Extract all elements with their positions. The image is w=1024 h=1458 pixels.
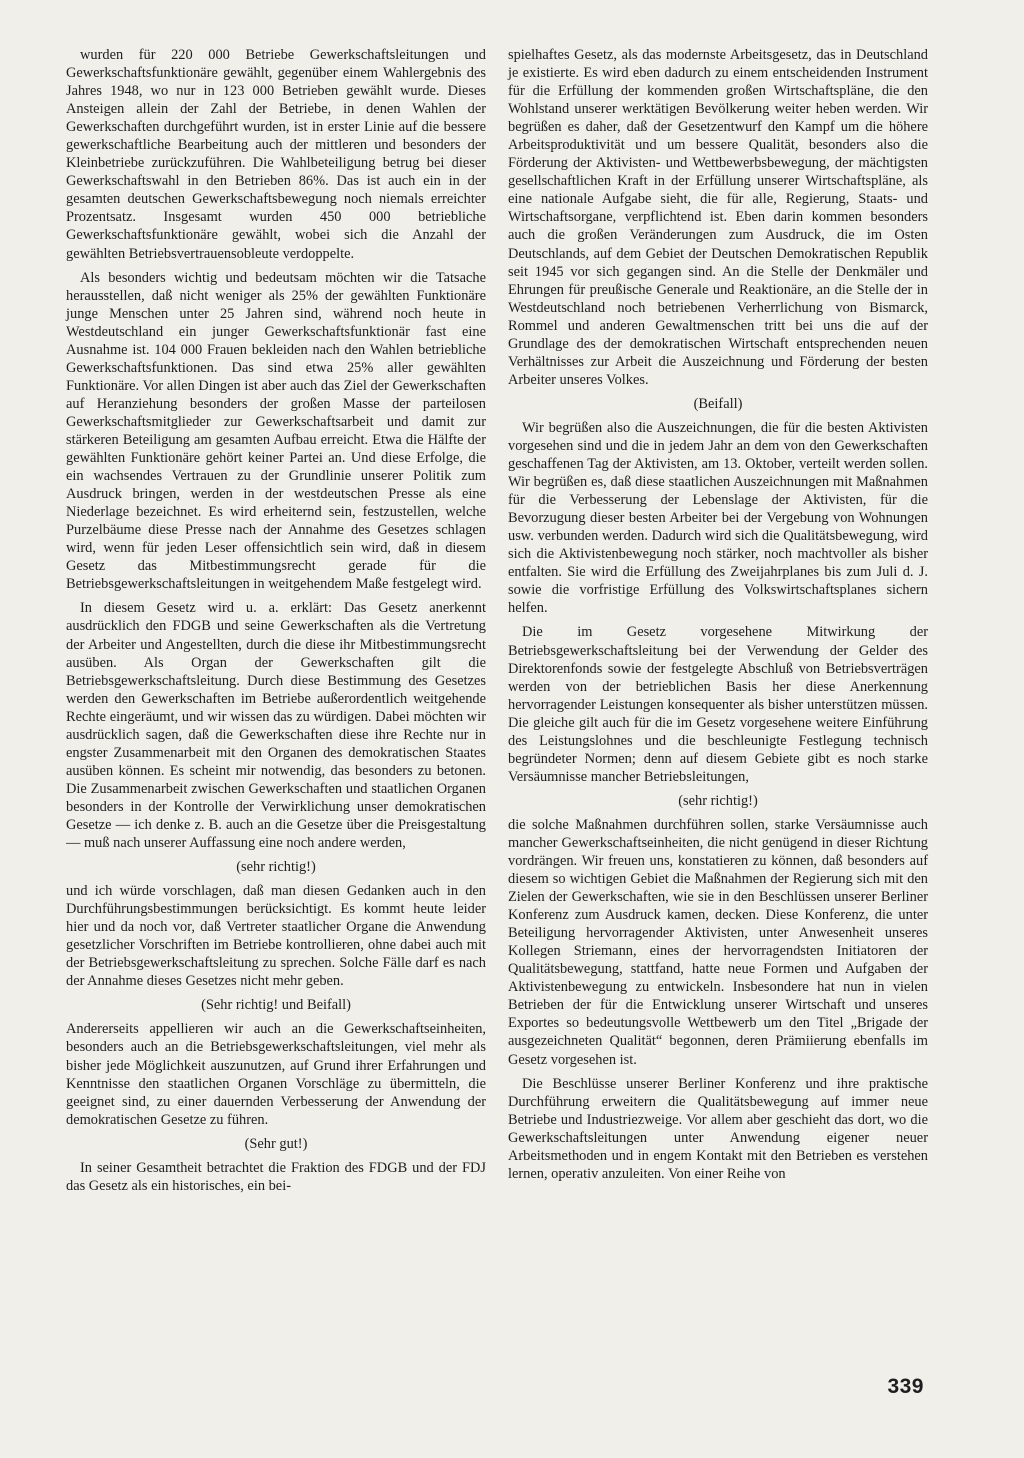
paragraph: die solche Maßnahmen durchführen sollen, starke Versäumnisse auch mancher Gewerkschaftseinheiten, die nicht genügend in dieser Richtung vordrängen. Wir freuen uns, konstatieren zu können, daß besonders auf diesem so wichtigen Gebiet die Maßnahmen der Regierung sich mit den Zielen der Gewerkschaften, wie sie in den Beschlüssen unserer Berliner Konferenz zum Ausdruck kamen, decken. Diese Konferenz, die unter Beteiligung hervorragender Aktivisten, unter Anwesenheit unseres Kollegen Striemann, eines der hervorragendsten Initiatoren der Qualitätsbewegung, stattfand, hatte neue Formen und Aufgaben der Aktivistenbewegung zu entwickeln. Insbesondere hat nun in vielen Betrieben der für die Entwicklung unserer Wirtschaft und unseres Exportes so bedeutungsvolle Wettbewerb um den Titel „Brigade der ausgezeichneten Qualität“ begonnen, deren Prämiierung ebenfalls im Gesetz vorgesehen ist. <box>508 816 928 1068</box>
paragraph: In diesem Gesetz wird u. a. erklärt: Das Gesetz anerkennt ausdrücklich den FDGB und seine Gewerkschaften als die Vertretung der Arbeiter und Angestellten, durch die diese ihr Mitbestimmungsrecht ausüben. Als Organ der Gewerkschaften gilt die Betriebsgewerkschaftsleitung. Durch diese Bestimmung des Gesetzes werden den Gewerkschaften im Betriebe außerordentlich weitgehende Rechte eingeräumt, und wir wissen das zu würdigen. Dabei möchten wir ausdrücklich sagen, daß die Gewerkschaften diese ihre Rechte nur in engster Zusammenarbeit mit den Organen des demokratischen Staates ausüben können. Es scheint mir notwendig, das besonders zu betonen. Die Zusammenarbeit zwischen Gewerkschaften und staatlichen Organen besonders in der Kontrolle der Verwirklichung unser demokratischen Gesetze — ich denke z. B. auch an die Gesetze über die Preisgestaltung — muß nach unserer Auffassung eine noch andere werden, <box>66 600 486 852</box>
paragraph: Die im Gesetz vorgesehene Mitwirkung der Betriebsgewerkschaftsleitung bei der Verwendung der Gelder des Direktorenfonds sowie der festgelegte Abschluß von Betriebsverträgen werden von der betrieblichen Basis her diese Anerkennung hervorragender Leistungen konsequenter als bisher unterstützen müssen. Die gleiche gilt auch für die im Gesetz vorgesehene weitere Einführung des Leistungslohnes und die beschleunigte Festlegung technisch begründeter Normen; denn auf diesem Gebiete gibt es noch starke Versäumnisse mancher Betriebsleitungen, <box>508 624 928 785</box>
left-text-column <box>66 46 486 1201</box>
paragraph: In seiner Gesamtheit betrachtet die Fraktion des FDGB und der FDJ das Gesetz als ein historisches, ein bei- <box>66 1159 486 1194</box>
right-text-column <box>508 46 928 1189</box>
paragraph: Die Beschlüsse unserer Berliner Konferenz und ihre praktische Durchführung erweitern die Qualitätsbewegung auf immer neue Betriebe und Industriezweige. Vor allem aber geschieht das dort, wo die Gewerkschaftsleitungen unter Anwendung eigener neuer Arbeitsmethoden und in engem Kontakt mit den Betrieben es verstehen lernen, operativ anzuleiten. Von einer Reihe von <box>508 1075 928 1182</box>
interjection: (sehr richtig!) <box>236 859 316 876</box>
paragraph: Als besonders wichtig und bedeutsam möchten wir die Tatsache herausstellen, daß nicht weniger als 25% der gewählten Funktionäre junge Menschen unter 25 Jahren sind, während noch heute in Westdeutschland ein junger Gewerkschaftsfunktionär fast eine Ausnahme ist. 104 000 Frauen bekleiden nach den Wahlen betriebliche Gewerkschaftsfunktionen. Das sind etwa 25% aller gewählten Funktionäre. Vor allen Dingen ist aber auch das Ziel der Gewerkschaften auf Heranziehung besonders der großen Masse der parteilosen Gewerkschaftsmitglieder zur Gewerkschaftsarbeit und damit zur stärkeren Beteiligung am gesamten Aufbau erreicht. Etwa die Hälfte der gewählten Funktionäre gehört keiner Partei an. Und diese Erfolge, die ein wachsendes Vertrauen zu der Grundlinie unserer Politik zum Ausdruck bringen, werden in der westdeutschen Presse als eine Niederlage bezeichnet. Es wird erheiternd sein, festzustellen, welche Purzelbäume diese Presse nach der Annahme des Gesetzes schlagen wird, wenn für jeden Leser offensichtlich sein wird, daß in diesem Gesetz das Mitbestimmungsrecht gerade für die Betriebsgewerkschaftsleitungen in weitgehendem Maße festgelegt wird. <box>66 269 486 593</box>
paragraph: Andererseits appellieren wir auch an die Gewerkschaftseinheiten, besonders auch an die Betriebsgewerkschaftsleitungen, viel mehr als bisher jede Möglichkeit auszunutzen, auf Grund ihrer Erfahrungen und Kenntnisse den staatlichen Organen Vorschläge zu übermitteln, die geeignet sind, zu einer dauernden Verbesserung der Anwendung der demokratischen Gesetze zu führen. <box>66 1021 486 1128</box>
interjection: (sehr richtig!) <box>678 792 758 809</box>
paragraph: Wir begrüßen also die Auszeichnungen, die für die besten Aktivisten vorgesehen sind und die in jedem Jahr an dem von den Gewerkschaften geschaffenen Tag der Aktivisten, am 13. Oktober, verteilt werden sollen. Wir begrüßen es, daß diese staatlichen Auszeichnungen mit Maßnahmen für die Verbesserung der Lebenslage der Aktivisten, für die Bevorzugung dieser besten Arbeiter bei der Vergebung von Wohnungen usw. verbunden werden. Dadurch wird sich die Qualitätsbewegung, wird sich die Aktivistenbewegung noch stärker, noch machtvoller als bisher entfalten. Sie wird die Erfüllung des Zweijahrplanes bis zum Juli d. J. sowie die vorfristige Erfüllung des Volkswirtschaftsplanes sichern helfen. <box>508 419 928 617</box>
paragraph: spielhaftes Gesetz, als das modernste Arbeitsgesetz, das in Deutschland je existierte. Es wird eben dadurch zu einem entscheidenden Instrument für die Erfüllung der kommenden großen Wirtschaftspläne, die den Wohlstand unserer werktätigen Bevölkerung weiter heben werden. Wir begrüßen es daher, daß der Gesetzentwurf den Kampf um die höhere Arbeitsproduktivität und um bessere Qualität, besonders also die Förderung der Aktivisten- und Wettbewerbsbewegung, der mächtigsten gesellschaftlichen Kraft in der Erfüllung unserer Wirtschaftspläne, als eine nationale Aufgabe sieht, die für alle, Regierung, Staats- und Wirtschaftsorgane, verpflichtend ist. Eben darin kommen besonders auch die großen Veränderungen zum Ausdruck, die im Osten Deutschlands, auf dem Gebiet der Deutschen Demokratischen Republik seit 1945 vor sich gegangen sind. An die Stelle der Denkmäler und Ehrungen für preußische Generale und Reaktionäre, an die Stelle der in Westdeutschland noch betriebenen Verherrlichung von Bismarck, Rommel und anderen Gewaltmenschen tritt bei uns die auf der Grundlage des der demokratischen Wirtschaft entsprechenden neuen Verhältnisses zur Arbeit die Auszeichnung und Förderung der besten Arbeiter unseres Volkes. <box>508 47 928 388</box>
interjection: (Sehr richtig! und Beifall) <box>201 997 351 1014</box>
interjection: (Beifall) <box>693 395 743 412</box>
page-number: 339 <box>887 1375 924 1398</box>
paragraph: und ich würde vorschlagen, daß man diesen Gedanken auch in den Durchführungsbestimmungen berücksichtigt. Es kommt heute leider hier und da noch vor, daß Vertreter staatlicher Organe die Anwendung gesetzlicher Vorschriften im Betriebe kontrollieren, ohne dabei auch mit der Betriebsgewerkschaftsleitung zu sprechen. Solche Fälle darf es nach der Annahme dieses Gesetzes nicht mehr geben. <box>66 883 486 990</box>
paragraph: wurden für 220 000 Betriebe Gewerkschaftsleitungen und Gewerkschaftsfunktionäre gewählt, gegenüber einem Wahlergebnis des Jahres 1948, wo nur in 123 000 Betrieben gewählt wurde. Dieses Ansteigen allein der Zahl der Betriebe, in denen Wahlen der Gewerkschaften durchgeführt wurden, ist in erster Linie auf die bessere gewerkschaftliche Bearbeitung auch der mittleren und besonders der Kleinbetriebe zurückzuführen. Die Wahlbeteiligung betrug bei dieser Gewerkschaftswahl in den Betrieben 86%. Das ist auch ein in der gesamten deutschen Gewerkschaftsbewegung noch niemals erreichter Prozentsatz. Insgesamt wurden 450 000 betriebliche Gewerkschaftsfunktionäre gewählt, wobei sich die Anzahl der gewählten Betriebsvertrauensobleute verdoppelte. <box>66 47 486 262</box>
interjection: (Sehr gut!) <box>244 1135 308 1152</box>
